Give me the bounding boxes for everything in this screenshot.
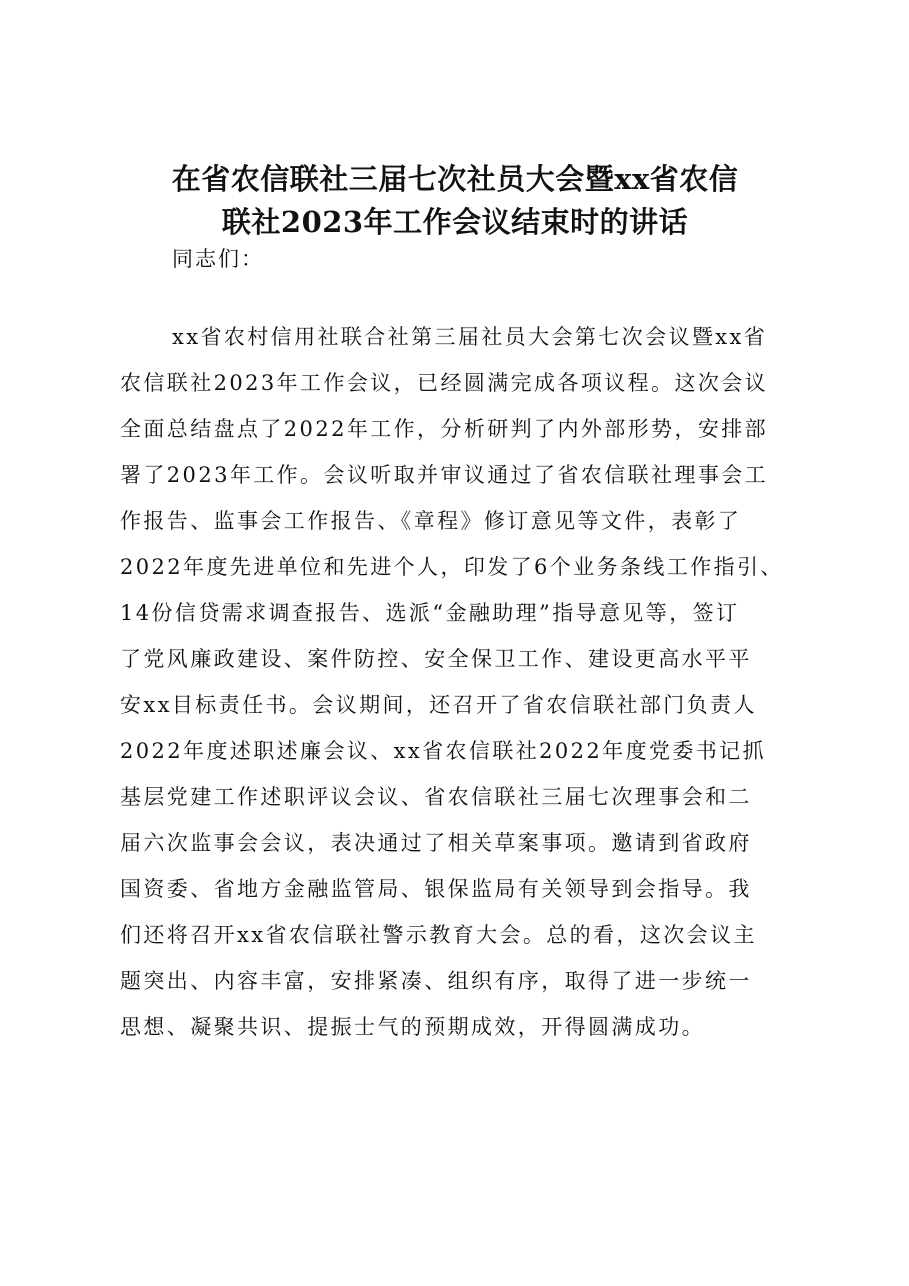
paragraph-line: 安xx目标责任书。会议期间，还召开了省农信联社部门负责人 — [120, 693, 757, 717]
paragraph-line: 基层党建工作述职评议会议、省农信联社三届七次理事会和二 — [120, 785, 752, 809]
paragraph-line: 署了2023年工作。会议听取并审议通过了省农信联社理事会工 — [120, 463, 769, 487]
paragraph-line: 届六次监事会会议，表决通过了相关草案事项。邀请到省政府 — [120, 831, 752, 855]
paragraph-line: 全面总结盘点了2022年工作，分析研判了内外部形势，安排部 — [120, 417, 769, 441]
paragraph-line: 国资委、省地方金融监管局、银保监局有关领导到会指导。我 — [120, 877, 752, 901]
paragraph-line: 14份信贷需求调查报告、选派“金融助理”指导意见等，签订 — [120, 601, 740, 625]
paragraph-line: 思想、凝聚共识、提振士气的预期成效，开得圆满成功。 — [120, 1015, 705, 1039]
paragraph-line: 农信联社2023年工作会议，已经圆满完成各项议程。这次会议 — [120, 371, 769, 395]
salutation: 同志们： — [172, 247, 264, 271]
paragraph-line: 作报告、监事会工作报告、《章程》修订意见等文件，表彰了 — [120, 509, 742, 533]
paragraph-line: 2022年度先进单位和先进个人，印发了6个业务条线工作指引、 — [120, 555, 784, 579]
paragraph-line: 题突出、内容丰富，安排紧凑、组织有序，取得了进一步统一 — [120, 969, 752, 993]
paragraph-line: xx省农村信用社联合社第三届社员大会第七次会议暨xx省 — [172, 325, 768, 349]
body-paragraph — [120, 314, 810, 1050]
document-title — [110, 158, 800, 244]
title-line-1: 在省农信联社三届七次社员大会暨xx省农信 — [171, 162, 739, 196]
paragraph-line: 了党风廉政建设、案件防控、安全保卫工作、建设更高水平平 — [120, 647, 752, 671]
title-line-2: 联社2023年工作会议结束时的讲话 — [221, 205, 689, 239]
paragraph-line: 2022年度述职述廉会议、xx省农信联社2022年度党委书记抓 — [120, 739, 766, 763]
paragraph-line: 们还将召开xx省农信联社警示教育大会。总的看，这次会议主 — [120, 923, 757, 947]
